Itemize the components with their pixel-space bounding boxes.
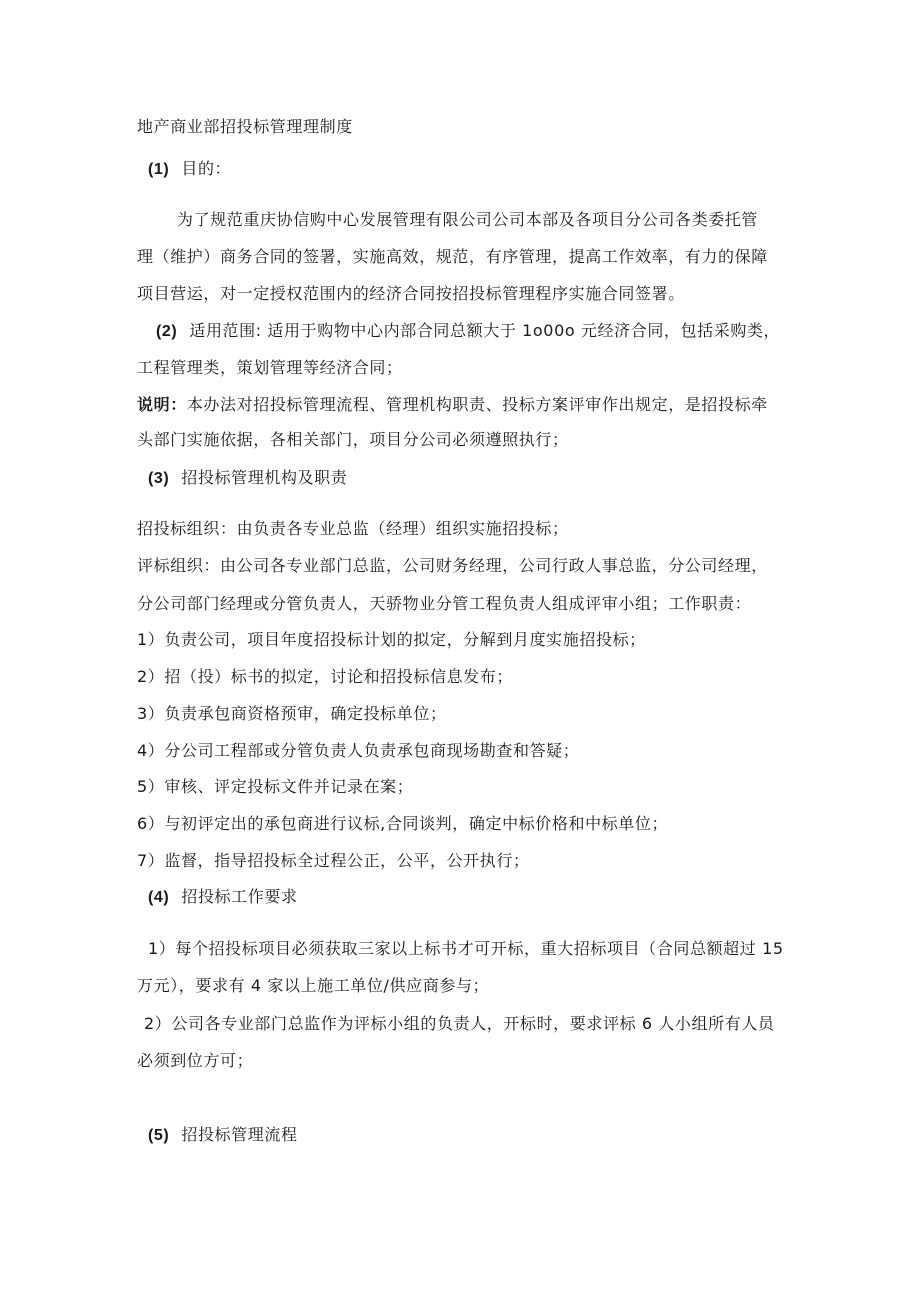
note-line-2: 头部门实施依据，各相关部门，项目分公司必须遵照执行；: [137, 430, 569, 449]
duty-item-1: 1）负责公司，项目年度招投标计划的拟定，分解到月度实施招投标；: [137, 630, 646, 649]
section-1-heading: [148, 159, 231, 180]
section-2-text: 适用范围: 适用于购物中心内部合同总额大于 1o00o 元经济合同，包括采购类，: [189, 321, 781, 340]
duty-item-3: 3）负责承包商资格预审，确定投标单位；: [137, 704, 447, 723]
note-lead: 说明：: [137, 395, 187, 414]
note-line-1: [137, 395, 768, 415]
section-5-label: 招投标管理流程: [181, 1125, 298, 1144]
org-line: 招投标组织：由负责各专业总监（经理）组织实施招投标；: [137, 519, 569, 538]
duty-item-7: 7）监督，指导招投标全过程公正，公平，公开执行；: [137, 851, 530, 870]
note-text: 本办法对招投标管理流程、管理机构职责、投标方案评审作出规定，是招投标牵: [186, 395, 768, 414]
purpose-line-1: 为了规范重庆协信购中心发展管理有限公司公司本部及各项目分公司各类委托管: [177, 210, 759, 229]
purpose-line-3: 项目营运，对一定授权范围内的经济合同按招投标管理程序实施合同签署。: [137, 284, 685, 303]
duty-item-2: 2）招（投）标书的拟定，讨论和招投标信息发布；: [137, 667, 513, 686]
section-2-line-2: 工程管理类，策划管理等经济合同；: [137, 358, 403, 377]
document-title: 地产商业部招投标管理理制度: [137, 117, 353, 136]
section-2-number: (2): [156, 323, 178, 340]
section-1-number: (1): [148, 161, 170, 178]
req-line-3: 2）公司各专业部门总监作为评标小组的负责人，开标时，要求评标 6 人小组所有人员: [144, 1014, 775, 1033]
section-4-label: 招投标工作要求: [181, 887, 298, 906]
duty-item-6: 6）与初评定出的承包商进行议标,合同谈判，确定中标价格和中标单位；: [137, 814, 669, 833]
req-line-4: 必须到位方可；: [137, 1051, 254, 1070]
eval-line-1: 评标组织：由公司各专业部门总监，公司财务经理，公司行政人事总监，分公司经理，: [137, 556, 768, 575]
duty-item-5: 5）审核、评定投标文件并记录在案；: [137, 777, 414, 796]
section-3-number: (3): [148, 470, 170, 487]
section-4-heading: [148, 887, 298, 908]
section-2-line-1: [156, 321, 780, 342]
purpose-line-2: 理（维护）商务合同的签署，实施高效，规范，有序管理，提高工作效率，有力的保障: [137, 247, 768, 266]
eval-line-2: 分公司部门经理或分管负责人，天骄物业分管工程负责人组成评审小组；工作职责：: [137, 594, 752, 613]
duty-item-4: 4）分公司工程部或分管负责人负责承包商现场勘查和答疑；: [137, 741, 580, 760]
section-3-heading: [148, 468, 347, 489]
section-3-label: 招投标管理机构及职责: [181, 468, 348, 487]
section-1-label: 目的：: [181, 159, 232, 178]
req-line-2: 万元），要求有 4 家以上施工单位/供应商参与；: [137, 976, 490, 995]
section-5-number: (5): [148, 1127, 170, 1144]
section-5-heading: [148, 1125, 298, 1146]
section-4-number: (4): [148, 889, 170, 906]
req-line-1: 1）每个招投标项目必须获取三家以上标书才可开标，重大招标项目（合同总额超过 15: [148, 939, 784, 958]
